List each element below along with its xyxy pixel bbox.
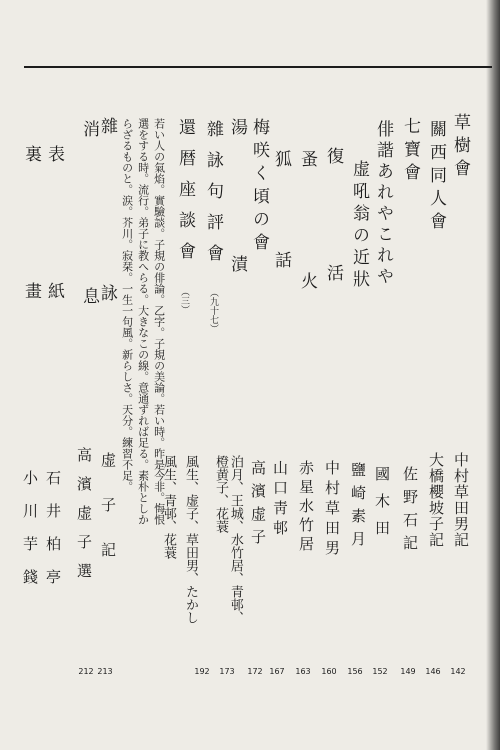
entry-title: 還暦座談會 <box>175 118 195 273</box>
entry-author: 鹽崎素月 <box>349 462 367 554</box>
entry-author: 風生、虚子、草田男、たかし <box>182 455 198 624</box>
entry-author: 石井柏亭 <box>44 470 62 602</box>
entry-page: 212 <box>78 667 94 676</box>
top-rule <box>24 66 492 68</box>
entry-author: 大橋櫻坡子記 <box>427 452 445 548</box>
subtopics-line: 若い人の氣焰。實驗談。子規の俳論。乙字。子規の美論。若い時。昨是今非。悔恨 <box>152 118 166 525</box>
entry-title: 梅咲く頃の會 <box>249 118 269 256</box>
entry-page: 156 <box>347 667 363 676</box>
entry-page: 172 <box>247 667 263 676</box>
entry-author: 山口靑邨 <box>271 460 289 540</box>
entry-author: 虚子記 <box>99 452 117 587</box>
entry-author: 泊月、王城、水竹居、青邨、橙黄子、花蓑 <box>212 455 243 624</box>
entry-page: 142 <box>450 667 466 676</box>
entry-page: 163 <box>295 667 311 676</box>
entry-title: 關西同人會 <box>426 120 446 235</box>
entry-author: 佐野石記 <box>401 466 419 558</box>
entry-title: 裏畫 <box>21 145 41 419</box>
entry-title: 復活 <box>323 147 343 381</box>
entry-title: 俳諧あれやこれや <box>373 120 393 288</box>
entry-page: 149 <box>400 667 416 676</box>
entry-title: 雜詠句評會 <box>203 120 223 275</box>
entry-page: 152 <box>372 667 388 676</box>
subtopics-line: 選をする時。流行。弟子に教へらる。大きなこの線。意通ずれば足る。素朴としか <box>136 118 150 525</box>
entry-title: 雜詠 <box>97 117 117 451</box>
entry-author: 高濱虚子 <box>249 460 267 552</box>
entry-author: 國木田 <box>373 466 391 547</box>
subtopics-line: らざるものと。涙。芥川。寂栞。一生一句風。新らしさ。天分。練習不足。 <box>120 118 134 492</box>
entry-author: 小川芋錢 <box>21 470 39 602</box>
entry-page: 173 <box>219 667 235 676</box>
entry-page: 213 <box>97 667 113 676</box>
entry-title: 蚤火 <box>297 150 317 394</box>
entry-title: 消息 <box>79 120 99 454</box>
entry-title: 虚吼翁の近狀 <box>349 160 369 292</box>
entry-author: 中村草田男 <box>323 460 341 560</box>
entry-page: 146 <box>425 667 441 676</box>
entry-title: 狐話 <box>271 150 291 352</box>
entry-page: 192 <box>194 667 210 676</box>
entry-author: 中村草田男記 <box>452 452 470 548</box>
entry-author: 赤星水竹居 <box>297 460 315 555</box>
entry-title: 草樹會 <box>450 113 470 182</box>
entry-note: （九十七） <box>208 288 218 333</box>
entry-page: 167 <box>269 667 285 676</box>
entry-note: （三） <box>179 287 189 314</box>
entry-title: 湯漬 <box>227 118 247 392</box>
entry-author: 風生、青邨、花蓑 <box>160 455 176 559</box>
entry-author: 高濱虚子選 <box>75 447 93 592</box>
entry-page: 160 <box>321 667 337 676</box>
entry-title: 表紙 <box>44 145 64 419</box>
page-edge-shadow <box>486 0 500 750</box>
entry-title: 七寶會 <box>400 117 420 186</box>
